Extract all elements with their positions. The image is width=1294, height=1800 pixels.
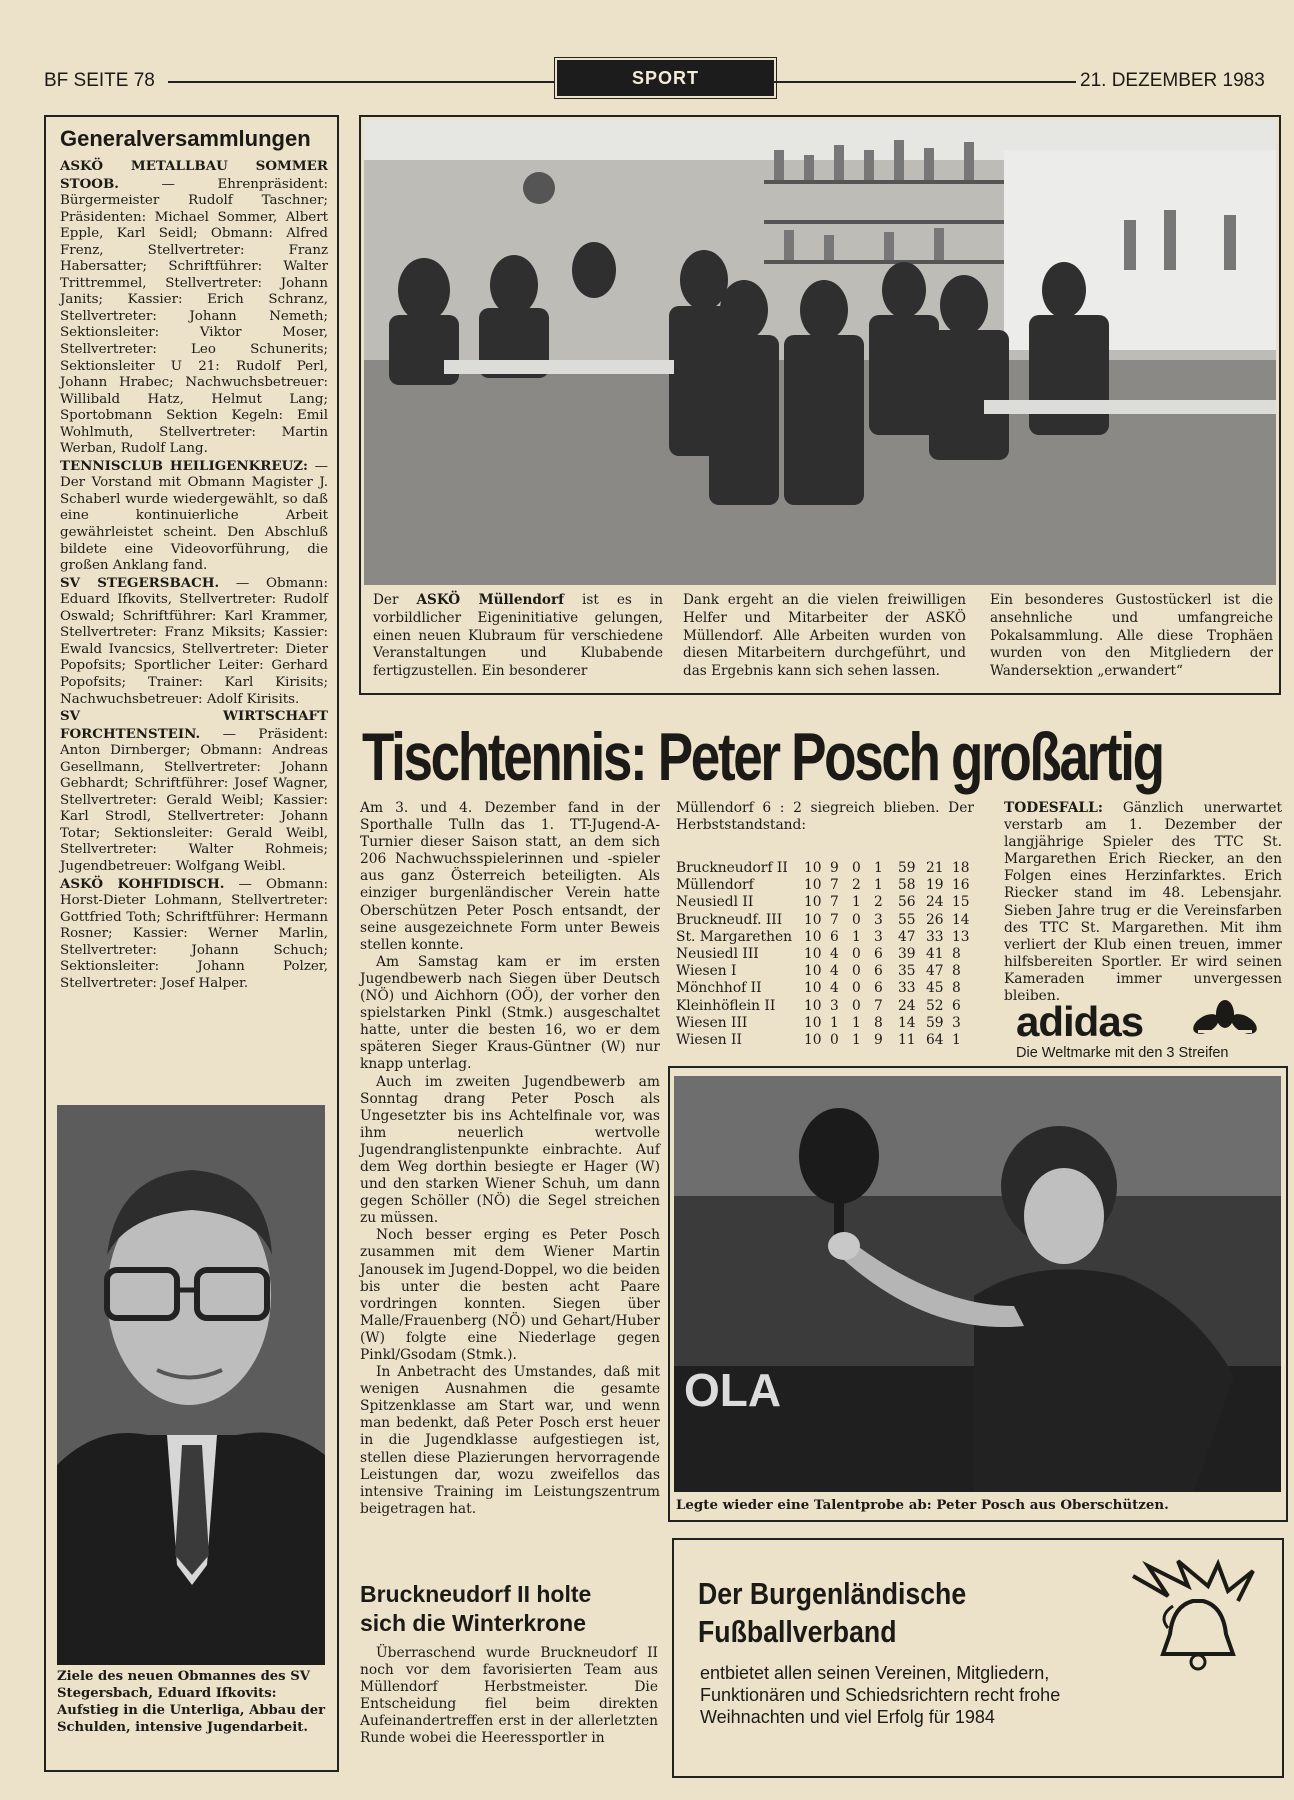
- stat-cell: 3: [874, 928, 883, 945]
- adidas-trefoil-icon: [1192, 1000, 1258, 1042]
- adidas-tagline: Die Weltmarke mit den 3 Streifen: [1016, 1045, 1229, 1061]
- obituary-label: TODESFALL:: [1004, 800, 1103, 816]
- stat-cell: 11: [898, 1032, 916, 1049]
- stat-cell: 6: [874, 980, 883, 997]
- stat-cell: 8: [952, 980, 961, 997]
- stat-cell: 9: [874, 1032, 883, 1049]
- club-entry: [60, 708, 328, 875]
- team-name: Neusiedl III: [676, 946, 759, 963]
- obituary-paragraph: [1004, 800, 1282, 1005]
- standings-table-wrap: [676, 860, 970, 1049]
- club-details: — Präsident: Anton Dirnberger; Obmann: Andreas Gesellmann, Stellvertreter: Johann Gebhardt; Schriftführer: Josef Wagner, Stellvertreter: Gerald Weibl; Kassier: Karl Strodl, Stellvertreter: Johann Totar; Sektionsleiter: Gerald Weibl, Stellvertreter: Walter Rohmeis; Jugendbetreuer: Wolfgang Weibl.: [60, 726, 328, 874]
- stat-cell: 6: [874, 963, 883, 980]
- player-photo: [674, 1076, 1281, 1492]
- stat-cell: 6: [952, 997, 961, 1014]
- team-name: Bruckneudorf II: [676, 860, 788, 876]
- stat-cell: 45: [926, 980, 944, 997]
- stat-cell: 14: [898, 1014, 916, 1031]
- stat-cell: 10: [804, 911, 822, 928]
- standings-row: [676, 929, 970, 946]
- stat-cell: 10: [804, 928, 822, 945]
- stat-cell: 1: [852, 894, 861, 911]
- stat-cell: 3: [952, 1014, 961, 1031]
- stat-cell: 64: [926, 1032, 944, 1049]
- stat-cell: 47: [926, 963, 944, 980]
- standings-row: [676, 946, 970, 963]
- article-paragraph: Am Samstag kam er im ersten Jugendbewerb nach Siegen über Deutsch (NÖ) und Aichhorn (OÖ), der vorher den spielstarken Pinkl (Stmk.) ausgeschaltet hatte, unter die besten 16, wo er dem späteren Sieger Kraus-Güntner (W) nur knapp unterlag.: [360, 953, 660, 1073]
- stat-cell: 33: [898, 980, 916, 997]
- stat-cell: 16: [952, 877, 970, 894]
- sub-article-paragraph: Überraschend wurde Bruckneudorf II noch vor dem favorisierten Team aus Müllendorf Herbstmeister. Die Entscheidung fiel beim direkten Aufeinandertreffen erst in der allerletzten Runde wobei die Heeressportler in: [360, 1645, 658, 1747]
- player-illustration: [674, 1076, 1281, 1492]
- stat-cell: 13: [952, 928, 970, 945]
- greeting-ad-text: [700, 1662, 1060, 1728]
- stat-cell: 15: [952, 894, 970, 911]
- stat-cell: 3: [874, 911, 883, 928]
- clubroom-photo: [364, 120, 1276, 585]
- article-column-3: [1004, 800, 1282, 1005]
- stat-cell: 39: [898, 946, 916, 963]
- stat-cell: 10: [804, 980, 822, 997]
- stat-cell: 9: [830, 860, 839, 876]
- obituary-text: Gänzlich unerwartet verstarb am 1. Dezember der langjährige Spieler des TTC St. Margarethen Erich Riecker, an den Folgen eines Herzinfarktes. Erich Riecker stand im 48. Lebensjahr. Sieben Jahre trug er die Vereinsfarben des TTC St. Margarethen. Mit ihm verliert der Klub einen treuen, immer hilfsbereiten Sportler. Er wird seinen Kameraden immer unvergessen bleiben.: [1004, 800, 1282, 1005]
- stat-cell: 24: [926, 894, 944, 911]
- stat-cell: 1: [874, 877, 883, 894]
- stat-cell: 0: [830, 1032, 839, 1049]
- team-name: Müllendorf: [676, 877, 754, 894]
- clubroom-illustration: [364, 120, 1276, 585]
- stat-cell: 2: [852, 877, 861, 894]
- stat-cell: 1: [874, 860, 883, 876]
- standings-table: [676, 860, 970, 1049]
- stat-cell: 0: [852, 997, 861, 1014]
- team-name: Wiesen II: [676, 1032, 742, 1049]
- stat-cell: 14: [952, 911, 970, 928]
- page-label: BF SEITE 78: [44, 70, 155, 91]
- main-headline: Tischtennis: Peter Posch großartig: [362, 719, 1163, 795]
- portrait-illustration: [57, 1105, 325, 1665]
- stat-cell: 10: [804, 946, 822, 963]
- stat-cell: 7: [830, 877, 839, 894]
- stat-cell: 56: [898, 894, 916, 911]
- stat-cell: 6: [874, 946, 883, 963]
- stat-cell: 0: [852, 860, 861, 876]
- stat-cell: 59: [898, 860, 916, 876]
- club-details: — Ehrenpräsident: Bürgermeister Rudolf Taschner; Präsidenten: Michael Sommer, Albert Epple, Karl Seidl; Obmann: Alfred Frenz, Stellvertreter: Franz Habersatter; Schriftführer: Walter Trittremmel, Stellvertreter: Johann Janits; Kassier: Erich Schranz, Stellvertreter: Johann Nemeth; Sektionsleiter: Viktor Moser, Stellvertreter: Leo Schunerits; Sektionsleiter U 21: Rudolf Perl, Johann Hrabec; Nachwuchsbetreuer: Willibald Hatz, Helmut Lang; Sportobmann Sektion Kegeln: Emil Wohlmuth, Stellvertreter: Martin Werban, Rudolf Lang.: [60, 176, 328, 457]
- club-entry: [60, 575, 328, 708]
- stat-cell: 35: [898, 963, 916, 980]
- ad-text-line: entbietet allen seinen Vereinen, Mitgliedern,: [700, 1663, 1050, 1683]
- clubroom-caption-col3: Ein besonderes Gustostückerl ist die ansehnliche und umfangreiche Pokalsammlung. Alle diese Trophäen wurden von den Mitgliedern der Wandersektion „erwandert“: [990, 592, 1273, 680]
- portrait-photo: [57, 1105, 325, 1665]
- ad-text-line: Weihnachten und viel Erfolg für 1984: [700, 1707, 995, 1727]
- club-details: — Obmann: Eduard Ifkovits, Stellvertreter: Rudolf Oswald; Schriftführer: Karl Krammer, Stellvertreter: Franz Miksits; Kassier: Ewald Ivancsics, Stellvertreter: Dieter Popofsits; Sportlicher Leiter: Gerhard Popofsits; Trainer: Karl Kirisits; Nachwuchsbetreuer: Adolf Kirisits.: [60, 575, 328, 707]
- team-name: Kleinhöflein II: [676, 997, 776, 1014]
- club-name: TENNISCLUB HEILIGENKREUZ:: [60, 457, 308, 474]
- stat-cell: 10: [804, 1032, 822, 1049]
- caption-club-name: ASKÖ Müllendorf: [416, 592, 564, 608]
- left-column-title: Generalversammlungen: [60, 126, 311, 151]
- standings-row: [676, 912, 970, 929]
- clubroom-caption-col1: [373, 592, 663, 681]
- team-name: Wiesen I: [676, 963, 737, 980]
- stat-cell: 1: [852, 1032, 861, 1049]
- stat-cell: 33: [926, 928, 944, 945]
- stat-cell: 4: [830, 963, 839, 980]
- stat-cell: 55: [898, 911, 916, 928]
- standings-row: [676, 860, 970, 877]
- stat-cell: 52: [926, 997, 944, 1014]
- standings-row: [676, 998, 970, 1015]
- article-column-1: [360, 800, 660, 1518]
- stat-cell: 26: [926, 911, 944, 928]
- sub-article-body: [360, 1645, 658, 1748]
- stat-cell: 8: [952, 946, 961, 963]
- stat-cell: 7: [874, 997, 883, 1014]
- article-paragraph: Noch besser erging es Peter Posch zusammen mit dem Wiener Martin Janousek im Jugend-Doppel, wo die beiden bis unter die besten acht Paare vordringen konnten. Siegen über Malle/Frauenberg (NÖ) und Gehart/Huber (W) folgte eine Niederlage gegen Pinkl/Gsodam (Stmk.).: [360, 1227, 660, 1363]
- sub-title-line: sich die Winterkrone: [360, 1610, 587, 1636]
- standings-row: [676, 877, 970, 894]
- stat-cell: 18: [952, 860, 970, 876]
- stat-cell: 1: [830, 1014, 839, 1031]
- stat-cell: 1: [852, 928, 861, 945]
- player-photo-caption: Legte wieder eine Talentprobe ab: Peter Posch aus Oberschützen.: [676, 1497, 1169, 1513]
- club-details: — Der Vorstand mit Obmann Magister J. Schaberl wurde wiedergewählt, so daß eine kontinuierliche Arbeit gewährleistet scheint. Den Abschluß bildete eine Videovorführung, die großen Anklang fand.: [60, 458, 328, 574]
- caption-text: Der ASKÖ Müllendorf ist es in vorbildlicher Eigeninitiative gelungen, einen neuen Klubraum für verschiedene Veranstaltungen und Klubabende fertigzustellen. Ein besonderer: [373, 592, 663, 680]
- sub-article-title: [360, 1580, 591, 1638]
- stat-cell: 10: [804, 894, 822, 911]
- stat-cell: 58: [898, 877, 916, 894]
- header-rule-right: [772, 81, 1076, 83]
- team-name: Mönchhof II: [676, 980, 762, 997]
- section-label: SPORT: [557, 60, 774, 96]
- issue-date: 21. DEZEMBER 1983: [1080, 70, 1265, 91]
- stat-cell: 7: [830, 911, 839, 928]
- club-entry: [60, 876, 328, 993]
- stat-cell: 4: [830, 946, 839, 963]
- club-name: SV STEGERSBACH.: [60, 574, 220, 591]
- sub-title-line: Bruckneudorf II holte: [360, 1581, 592, 1607]
- stat-cell: 47: [898, 928, 916, 945]
- stat-cell: 41: [926, 946, 944, 963]
- stat-cell: 0: [852, 980, 861, 997]
- stat-cell: 10: [804, 963, 822, 980]
- stat-cell: 0: [852, 946, 861, 963]
- club-name: SV WIRTSCHAFT FORCHTENSTEIN.: [60, 708, 328, 742]
- team-name: Bruckneudf. III: [676, 911, 783, 928]
- standings-row: [676, 1032, 970, 1049]
- article-column-2: [676, 800, 974, 834]
- stat-cell: 0: [852, 911, 861, 928]
- club-entry: [60, 158, 328, 458]
- stat-cell: 10: [804, 860, 822, 876]
- clubroom-caption-col2: Dank ergeht an die vielen freiwilligen Helfer und Mitarbeiter der ASKÖ Müllendorf. Alle Arbeiten wurden von diesen Mitarbeitern durchgeführt, und das Ergebnis kann sich sehen lassen.: [683, 592, 966, 680]
- club-details: — Obmann: Horst-Dieter Lohmann, Stellvertreter: Gottfried Toth; Schriftführer: Hermann Rosner; Kassier: Werner Marlin, Stellvertreter: Johann Schuch; Sektionsleiter: Johann Polzer, Stellvertreter: Josef Halper.: [60, 876, 328, 991]
- standings-row: [676, 894, 970, 911]
- stat-cell: 8: [952, 963, 961, 980]
- greeting-ad-title: [698, 1575, 966, 1651]
- stat-cell: 21: [926, 860, 944, 876]
- stat-cell: 59: [926, 1014, 944, 1031]
- portrait-caption: Ziele des neuen Obmannes des SV Stegersbach, Eduard Ifkovits: Aufstieg in die Unterliga, Abbau der Schulden, intensive Jugendarbeit.: [57, 1669, 326, 1735]
- ad-title-line: Fußballverband: [698, 1614, 897, 1649]
- header-rule-left: [168, 81, 555, 83]
- christmas-bell-icon: [1128, 1556, 1258, 1674]
- stat-cell: 10: [804, 997, 822, 1014]
- standings-row: [676, 963, 970, 980]
- stat-cell: 24: [898, 997, 916, 1014]
- team-name: St. Margarethen: [676, 928, 793, 945]
- club-name: ASKÖ METALLBAU SOMMER STOOB.: [60, 158, 328, 192]
- adidas-logo-text: adidas: [1016, 998, 1144, 1045]
- standings-row: [676, 980, 970, 997]
- standings-intro: Müllendorf 6 : 2 siegreich blieben. Der Herbststandstand:: [676, 800, 974, 834]
- stat-cell: 1: [952, 1032, 961, 1049]
- stat-cell: 0: [852, 963, 861, 980]
- stat-cell: 10: [804, 877, 822, 894]
- stat-cell: 4: [830, 980, 839, 997]
- stat-cell: 2: [874, 894, 883, 911]
- stat-cell: 3: [830, 997, 839, 1014]
- stat-cell: 19: [926, 877, 944, 894]
- club-meetings-list: [60, 158, 328, 992]
- article-paragraph: Auch im zweiten Jugendbewerb am Sonntag drang Peter Posch als Ungesetzter bis ins Achtelfinale vor, was ihm neuerlich wertvolle Jugendranglistenpunkte einbrachte. Auf dem Weg dorthin besiegte er Hager (W) und den starken Wiener Schuh, um dann gegen Schöller (NÖ) die Segel streichen zu müssen.: [360, 1073, 660, 1227]
- club-entry: [60, 458, 328, 575]
- article-paragraph: Am 3. und 4. Dezember fand in der Sporthalle Tulln das 1. TT-Jugend-A-Turnier dieser Saison statt, an dem sich 206 Nachwuchsspielerinnen und -spieler aus ganz Österreich beteiligten. Als einziger burgenländischer Verein hatte Oberschützen Peter Posch entsandt, der seine ausgezeichnete Form unter Beweis stellen konnte.: [360, 800, 660, 953]
- article-paragraph: In Anbetracht des Umstandes, daß mit wenigen Ausnahmen die gesamte Spitzenklasse am Start war, und wenn man bedenkt, daß Peter Posch erst heuer in die Jugendklasse aufgestiegen ist, stellen diese Plazierungen hervorragende Leistungen dar, wozu zweifellos das intensive Training im Leistungszentrum beigetragen hat.: [360, 1364, 660, 1517]
- stat-cell: 1: [852, 1014, 861, 1031]
- standings-row: [676, 1015, 970, 1032]
- team-name: Wiesen III: [676, 1014, 748, 1031]
- hall-sign: OLA: [684, 1364, 782, 1416]
- stat-cell: 10: [804, 1014, 822, 1031]
- ad-text-line: Funktionären und Schiedsrichtern recht frohe: [700, 1685, 1061, 1705]
- stat-cell: 7: [830, 894, 839, 911]
- team-name: Neusiedl II: [676, 894, 754, 911]
- stat-cell: 8: [874, 1014, 883, 1031]
- ad-title-line: Der Burgenländische: [698, 1576, 967, 1611]
- club-name: ASKÖ KOHFIDISCH.: [60, 875, 225, 892]
- stat-cell: 6: [830, 928, 839, 945]
